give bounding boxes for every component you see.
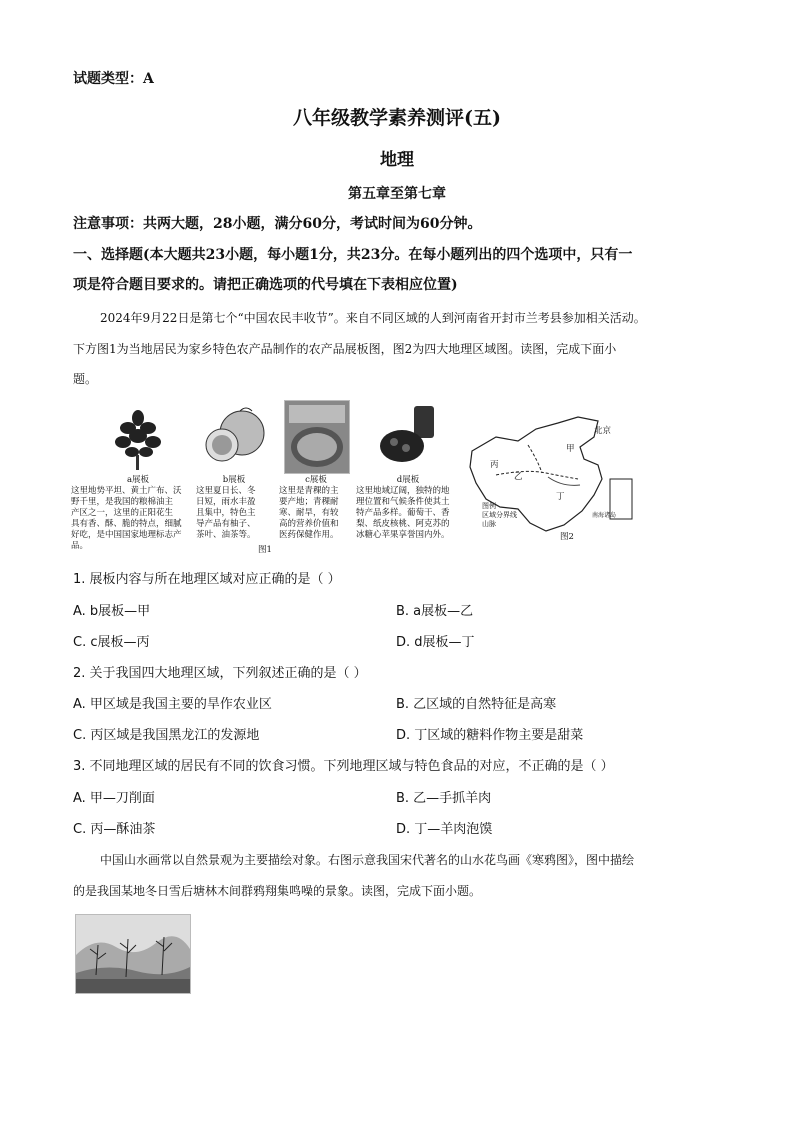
question-1-option-d: D. d展板—丁 [396, 635, 475, 650]
highland-barley-image [284, 400, 350, 474]
page-title: 八年级教学素养测评(五) [293, 107, 501, 129]
board-b-name: b展板 [222, 475, 246, 485]
pomelo-image [200, 405, 268, 467]
passage-1-line-2: 下方图1为当地居民为家乡特色农产品制作的农产品展板图，图2为四大地理区域图。读图，完成下面小 [73, 342, 617, 356]
subject-title: 地理 [380, 150, 414, 170]
winter-crows-painting [75, 914, 191, 994]
region-ding-label: 丁 [556, 492, 565, 502]
question-1-option-a: A. b展板—甲 [73, 604, 151, 619]
passage-2-line-2: 的是我国某地冬日雪后塘林木间群鸦翔集鸣噪的景象。读图，完成下面小题。 [73, 884, 482, 898]
board-b-text: 这里夏日长、冬 日短，雨水丰盈 且集中，特色主 导产品有柚子、 茶叶、油茶等。 [196, 486, 256, 540]
board-d-text: 这里地域辽阔，独特的地 理位置和气候条件使其土 特产品多样。葡萄干、香 梨、纸皮核桃、阿克苏的 冰糖心苹果享誉国内外。 [356, 486, 450, 540]
question-3-option-c: C. 丙—酥油茶 [73, 822, 156, 837]
board-d-name: d展板 [396, 475, 420, 485]
board-a-name: a展板 [126, 475, 150, 485]
question-2-stem: 2. 关于我国四大地理区域，下列叙述正确的是（ ） [73, 666, 367, 681]
region-bing-label: 丙 [490, 460, 499, 470]
question-2-option-a: A. 甲区域是我国主要的旱作农业区 [73, 697, 272, 712]
board-c-name: c展板 [305, 475, 327, 485]
board-c-text: 这里是青稞的主 要产地；青稞耐 寒、耐旱，有较 高的营养价值和 医药保健作用。 [279, 486, 339, 540]
passage-1-line-3: 题。 [73, 372, 98, 386]
question-3-option-d: D. 丁—羊肉泡馍 [396, 822, 493, 837]
map-legend: 图例 区域分界线 山脉 [482, 502, 517, 528]
beijing-label: 北京 [594, 426, 612, 436]
region-yi-label: 乙 [514, 472, 523, 482]
figure-1-label: 图1 [258, 545, 272, 555]
question-3-option-b: B. 乙—手抓羊肉 [396, 791, 492, 806]
figure-2-label: 图2 [560, 532, 574, 542]
dried-fruit-image [378, 402, 438, 470]
question-1-option-b: B. a展板—乙 [396, 604, 474, 619]
passage-2-line-1: 中国山水画常以自然景观为主要描绘对象。右图示意我国宋代著名的山水花鸟画《寒鸦图》，图中描绘 [100, 853, 635, 867]
exam-type-label: 试题类型：A [73, 71, 154, 87]
region-jia-label: 甲 [566, 444, 575, 454]
question-2-option-b: B. 乙区域的自然特征是高寒 [396, 697, 557, 712]
section-1-heading: 一、选择题(本大题共23小题，每小题1分，共23分。在每小题列出的四个选项中，只有一 [73, 247, 633, 263]
question-1-option-c: C. c展板—丙 [73, 635, 150, 650]
section-1-heading-cont: 项是符合题目要求的。请把正确选项的代号填在下表相应位置) [73, 277, 458, 293]
passage-1-line-1: 2024年9月22日是第七个“中国农民丰收节”。来自不同区域的人到河南省开封市兰考县参加相关活动。 [100, 311, 646, 325]
chapter-scope: 第五章至第七章 [348, 186, 446, 202]
south-china-sea-inset: 南海诸岛 [592, 512, 617, 519]
question-1-stem: 1. 展板内容与所在地理区域对应正确的是（ ） [73, 572, 341, 587]
question-2-option-c: C. 丙区域是我国黑龙江的发源地 [73, 728, 260, 743]
question-3-stem: 3. 不同地理区域的居民有不同的饮食习惯。下列地理区域与特色食品的对应，不正确的是（ ） [73, 759, 614, 774]
notice-text: 注意事项：共两大题，28小题，满分60分，考试时间为60分钟。 [73, 216, 482, 232]
question-3-option-a: A. 甲—刀削面 [73, 791, 155, 806]
board-a-text: 这里地势平坦、黄土广布、沃 野千里，是我国的粮棉油主 产区之一，这里的正阳花生 具有香、酥、脆的特点，细腻 好吃，是中国国家地理标志产品。 [71, 486, 182, 551]
tea-plant-image [108, 400, 168, 472]
question-2-option-d: D. 丁区域的糖料作物主要是甜菜 [396, 728, 584, 743]
